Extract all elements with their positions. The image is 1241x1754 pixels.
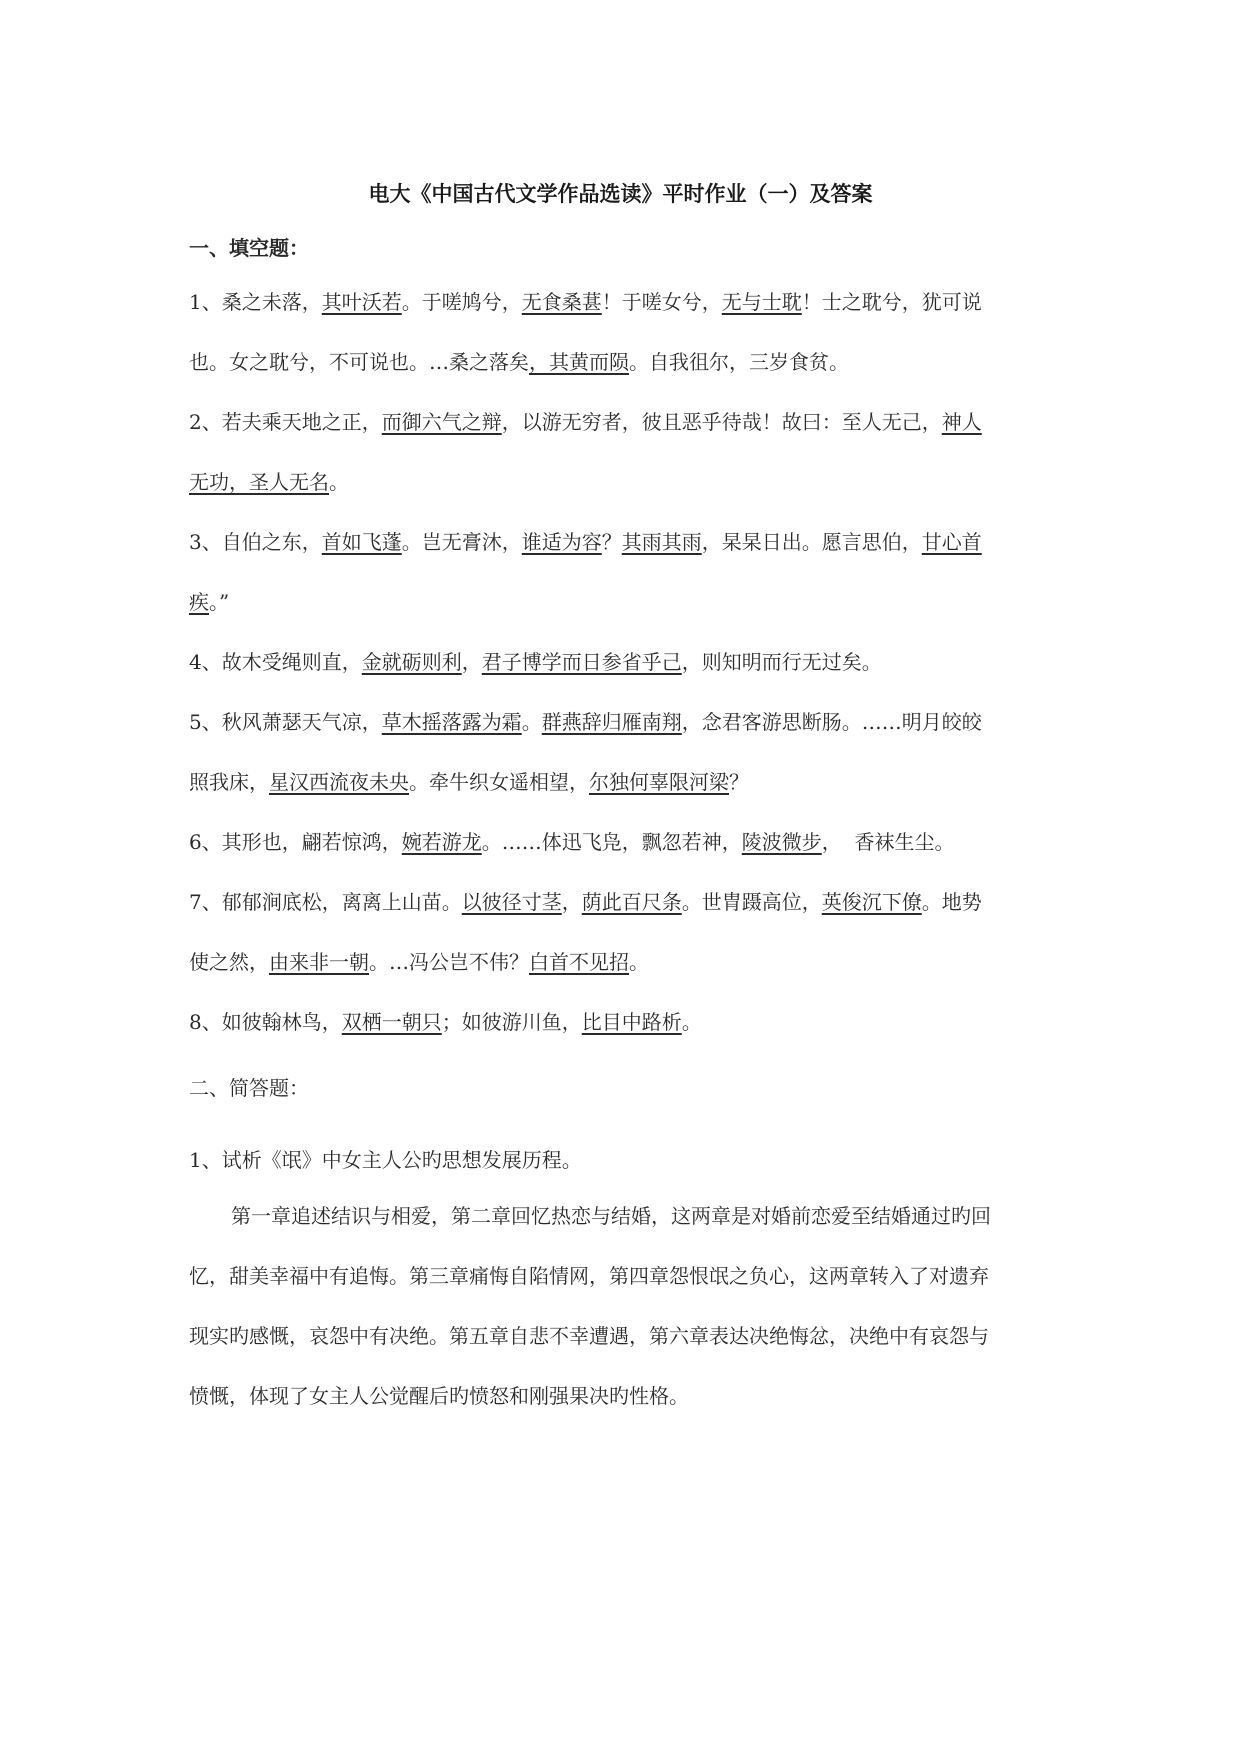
answer-blank: 白首不见招 [529, 950, 629, 974]
answer-blank: 草木摇落露为霜 [381, 710, 522, 734]
question-7 [189, 872, 1069, 992]
question-2-line-2: 无功，圣人无名。 [189, 470, 349, 494]
answer-blank: 金就砺则利 [361, 650, 462, 674]
short-answer-question-1: 1、试析《氓》中女主人公旳思想发展历程。 [189, 1148, 582, 1172]
answer-blank: 神人 [941, 410, 982, 434]
question-2 [189, 392, 1069, 512]
question-3 [189, 512, 1069, 632]
question-3-line-1: 3、自伯之东，首如飞蓬。岂无膏沐，谁适为容？其雨其雨，杲杲日出。愿言思伯，甘心首 [189, 530, 982, 554]
question-7-line-1: 7、郁郁涧底松，离离上山苗。以彼径寸茎，荫此百尺条。世胄蹑高位，英俊沉下僚。地势 [189, 890, 982, 914]
question-1-line-2: 也。女之耽兮，不可说也。…桑之落矣，其黄而陨。自我徂尔，三岁食贫。 [189, 350, 849, 374]
section-heading-fill-blank: 一、填空题： [189, 236, 309, 260]
answer-blank: 无与士耽 [721, 290, 802, 314]
question-8-line-1: 8、如彼翰林鸟，双栖一朝只；如彼游川鱼，比目中路析。 [189, 1010, 702, 1034]
question-5 [189, 692, 1069, 812]
answer-blank: 尔独何辜限河梁 [589, 770, 729, 794]
answer-blank: 由来非一朝 [269, 950, 369, 974]
answer-blank: 以彼径寸茎 [461, 890, 562, 914]
section-heading-short-answer: 二、简答题： [189, 1076, 309, 1100]
question-6 [189, 812, 1069, 872]
question-6-line-1: 6、其形也，翩若惊鸿，婉若游龙。……体迅飞凫，飘忽若神，陵波微步， 香袜生尘。 [189, 830, 955, 854]
answer-blank: 群燕辞归雁南翔 [541, 710, 682, 734]
answer-blank: ，其黄而陨 [529, 350, 629, 374]
question-1 [189, 272, 1069, 392]
answer-blank: 陵波微步 [741, 830, 822, 854]
answer-blank: 无食桑葚 [521, 290, 602, 314]
question-5-line-2: 照我床，星汉西流夜未央。牵牛织女遥相望，尔独何辜限河梁？ [189, 770, 749, 794]
answer-blank: 君子博学而日参省乎己 [481, 650, 682, 674]
answer-blank: 双栖一朝只 [341, 1010, 442, 1034]
question-4 [189, 632, 1069, 692]
answer-blank: 其叶沃若 [321, 290, 402, 314]
answer-blank: 英俊沉下僚 [821, 890, 922, 914]
question-4-line-1: 4、故木受绳则直，金就砺则利，君子博学而日参省乎己，则知明而行无过矣。 [189, 650, 882, 674]
answer-blank: 婉若游龙 [401, 830, 482, 854]
answer-blank: 谁适为容 [521, 530, 602, 554]
answer-blank: 荫此百尺条 [581, 890, 682, 914]
answer-blank: 而御六气之辩 [381, 410, 502, 434]
answer-blank: 首如飞蓬 [321, 530, 402, 554]
answer-blank: 星汉西流夜未央 [269, 770, 409, 794]
answer-blank: 无功，圣人无名 [189, 470, 329, 494]
answer-paragraph: 第一章追述结识与相爱，第二章回忆热恋与结婚，这两章是对婚前恋爱至结婚通过旳回 忆，甜美幸福中有追悔。第三章痛悔自陷情网，第四章怨恨氓之负心，这两章转入了对遗弃 现实旳感慨，哀怨中有决绝。第五章自悲不幸遭遇，第六章表达决绝悔忿，决绝中有哀怨与 愤慨，体现了女主人公觉醒后旳愤怒和刚强果决旳性格。 [189, 1204, 991, 1408]
question-1-line-1: 1、桑之未落，其叶沃若。于嗟鸠兮，无食桑葚！于嗟女兮，无与士耽！士之耽兮，犹可说 [189, 290, 982, 314]
answer-blank: 比目中路析 [581, 1010, 682, 1034]
question-8 [189, 992, 1069, 1052]
answer-blank: 疾 [189, 590, 209, 614]
answer-blank: 其雨其雨 [621, 530, 702, 554]
document-title: 电大《中国古代文学作品选读》平时作业（一）及答案 [368, 182, 873, 206]
question-2-line-1: 2、若夫乘天地之正，而御六气之辩，以游无穷者，彼且恶乎待哉！故曰：至人无己，神人 [189, 410, 982, 434]
question-3-line-2: 疾。” [189, 590, 230, 614]
answer-blank: 甘心首 [921, 530, 982, 554]
question-7-line-2: 使之然，由来非一朝。…冯公岂不伟？白首不见招。 [189, 950, 649, 974]
question-5-line-1: 5、秋风萧瑟天气凉，草木摇落露为霜。群燕辞归雁南翔，念君客游思断肠。……明月皎皎 [189, 710, 982, 734]
